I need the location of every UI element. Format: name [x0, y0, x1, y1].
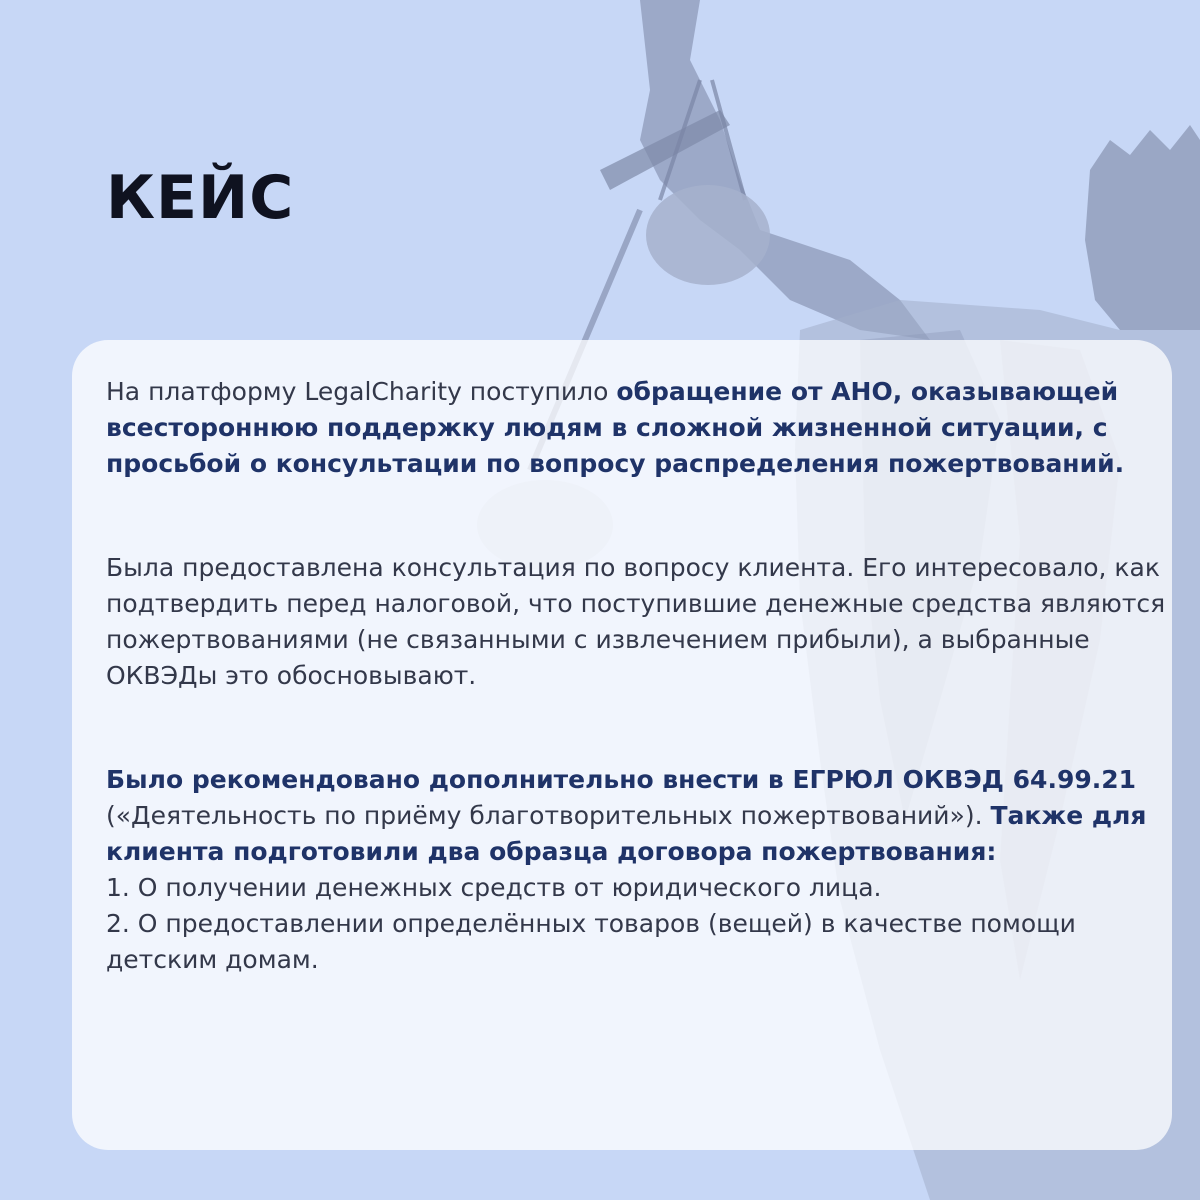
case-description: [106, 374, 1166, 978]
request-bold: обращение от АНО, оказывающей всестороннюю поддержку людям в сложной жизненной ситуации, с просьбой о консультации по вопросу распределения пожертвований.: [106, 377, 1125, 478]
paragraph-consultation: Была предоставлена консультация по вопросу клиента. Его интересовало, как подтвердить перед налоговой, что поступившие денежные средства являются пожертвованиями (не связанными с извлечением прибыли), а выбранные ОКВЭДы это обосновывают.: [106, 553, 1166, 690]
templates-bold: Также для клиента подготовили два образца договора пожертвования:: [106, 801, 1147, 866]
page-title: КЕЙС: [106, 163, 295, 233]
recommendation-bold: Было рекомендовано дополнительно внести в ЕГРЮЛ ОКВЭД 64.99.21: [106, 765, 1137, 794]
list-item: 1. О получении денежных средств от юридического лица.: [106, 873, 882, 902]
recommendation-regular: («Деятельность по приёму благотворительных пожертвований»).: [106, 801, 991, 830]
paragraph-recommendation: [106, 762, 1166, 978]
paragraph-request: [106, 374, 1166, 482]
list-item: 2. О предоставлении определённых товаров (вещей) в качестве помощи детским домам.: [106, 909, 1076, 974]
request-intro: На платформу LegalCharity поступило: [106, 377, 617, 406]
